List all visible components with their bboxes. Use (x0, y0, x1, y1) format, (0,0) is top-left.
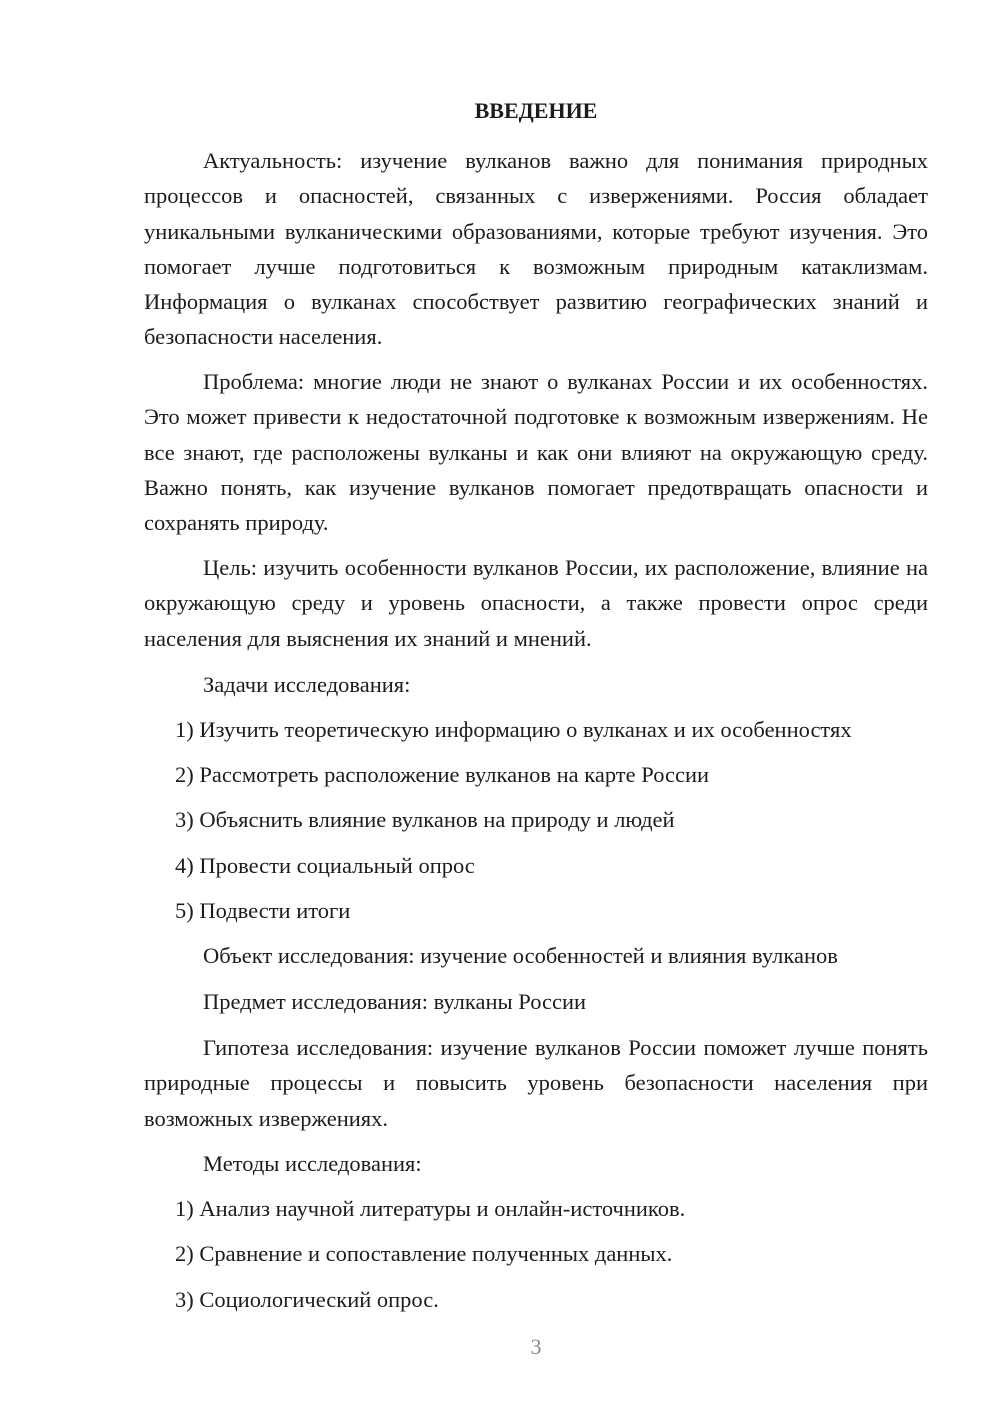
task-item: 1) Изучить теоретическую информацию о вулканах и их особенностях (175, 717, 852, 742)
method-item: 2) Сравнение и сопоставление полученных данных. (175, 1241, 673, 1266)
tasks-title: Задачи исследования: (203, 672, 411, 697)
method-item: 3) Социологический опрос. (175, 1287, 439, 1312)
goal-paragraph: Цель: изучить особенности вулканов России, их расположение, влияние на окружающую среду и уровень опасности, а также провести опрос среди населения для выяснения их знаний и мнений. (144, 555, 928, 651)
page-number: 3 (530, 1334, 542, 1359)
hypothesis-paragraph: Гипотеза исследования: изучение вулканов России поможет лучше понять природные процессы и повысить уровень безопасности населения при возможных извержениях. (144, 1035, 928, 1131)
research-subject: Предмет исследования: вулканы России (203, 989, 587, 1014)
section-heading: ВВЕДЕНИЕ (474, 98, 598, 123)
research-object: Объект исследования: изучение особенностей и влияния вулканов (203, 943, 838, 968)
problem-paragraph: Проблема: многие люди не знают о вулканах России и их особенностях. Это может привести к недостаточной подготовке к возможным извержениям. Не все знают, где расположены вулканы и как они влияют на окружающую среду. Важно понять, как изучение вулканов помогает предотвращать опасности и сохранять природу. (144, 369, 928, 536)
task-item: 4) Провести социальный опрос (175, 853, 475, 878)
method-item: 1) Анализ научной литературы и онлайн-источников. (175, 1196, 686, 1221)
relevance-paragraph: Актуальность: изучение вулканов важно для понимания природных процессов и опасностей, связанных с извержениями. Россия обладает уникальными вулканическими образованиями, которые требуют изучения. Это помогает лучше подготовиться к возможным природным катаклизмам. Информация о вулканах способствует развитию географических знаний и безопасности населения. (144, 148, 928, 350)
task-item: 3) Объяснить влияние вулканов на природу и людей (175, 807, 675, 832)
task-item: 2) Рассмотреть расположение вулканов на карте России (175, 762, 710, 787)
methods-title: Методы исследования: (203, 1151, 422, 1176)
task-item: 5) Подвести итоги (175, 898, 351, 923)
